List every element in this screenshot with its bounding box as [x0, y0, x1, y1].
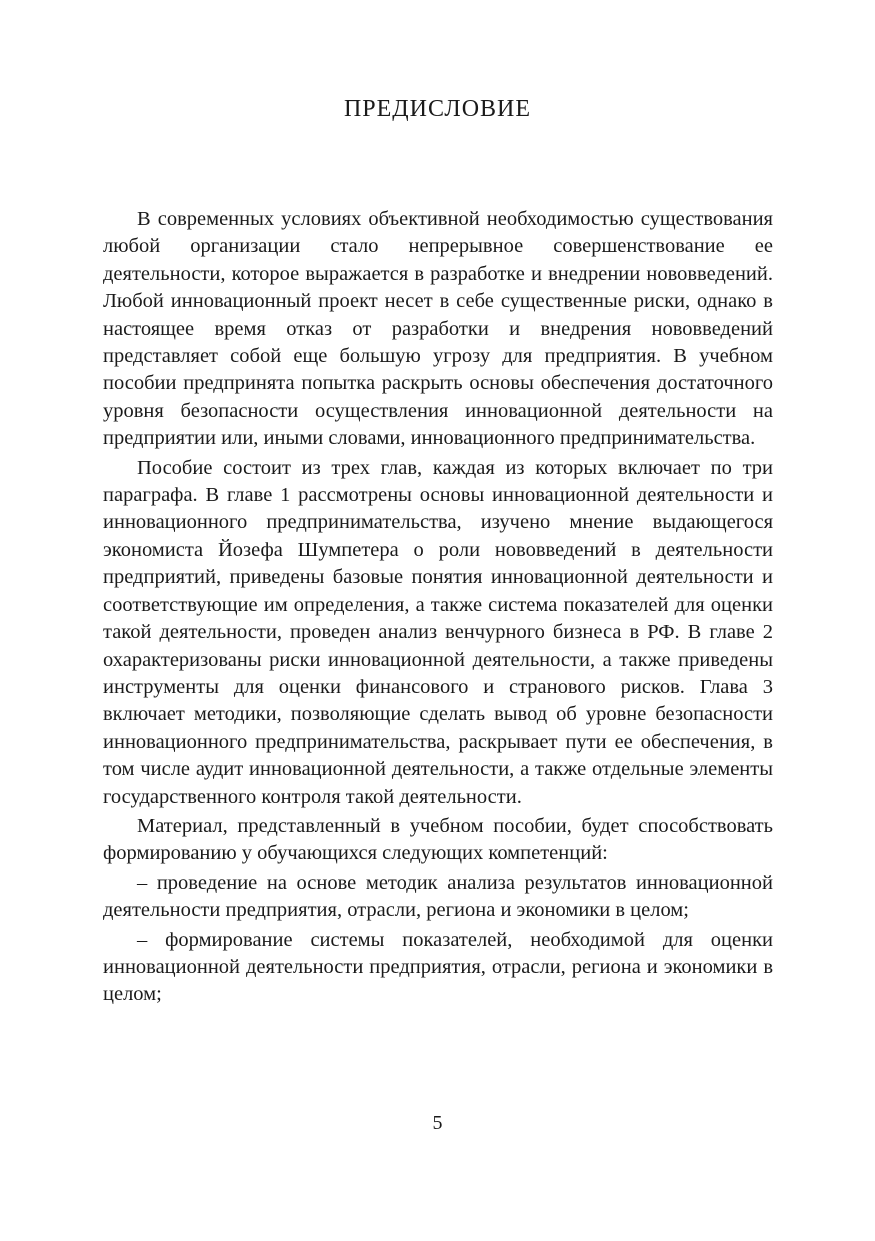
paragraph-structure: Пособие состоит из трех глав, каждая из которых включает по три параграфа. В главе 1 рассмотрены основы инновационной деятельности и инновационного предпринимательства, изучено мнение выдающегося экономиста Йозефа Шумпетера о роли нововведений в деятельности предприятий, приведены базовые понятия инновационной деятельности и соответствующие им определения, а также система показателей для оценки такой деятельности, проведен анализ венчурного бизнеса в РФ. В главе 2 охарактеризованы риски инновационной деятельности, а также приведены инструменты для оценки финансового и странового рисков. Глава 3 включает методики, позволяющие сделать вывод об уровне безопасности инновационного предпринимательства, раскрывает пути ее обеспечения, в том числе аудит инновационной деятельности, а также отдельные элементы государственного контроля такой деятельности.: [103, 456, 773, 808]
page-title: ПРЕДИСЛОВИЕ: [343, 96, 532, 122]
paragraph-intro: В современных условиях объективной необходимостью существования любой организации стало непрерывное совершенствование ее деятельности, которое выражается в разработке и внедрении нововведений. Любой инновационный проект несет в себе существенные риски, однако в настоящее время отказ от разработки и внедрения нововведений представляет собой еще большую угрозу для предприятия. В учебном пособии предпринята попытка раскрыть основы обеспечения достаточного уровня безопасности осуществления инновационной деятельности на предприятии или, иными словами, инновационного предпринимательства.: [103, 208, 773, 450]
list-item-competency-2: – формирование системы показателей, необходимой для оценки инновационной деятельности предприятия, отрасли, региона и экономики в целом;: [103, 928, 773, 1006]
paragraph-competencies: Материал, представленный в учебном пособии, будет способствовать формированию у обучающихся следующих компетенций:: [103, 814, 773, 865]
body-text: [103, 206, 773, 1011]
page-number: 5: [432, 1112, 443, 1134]
list-item-competency-1: – проведение на основе методик анализа результатов инновационной деятельности предприятия, отрасли, региона и экономики в целом;: [103, 871, 773, 922]
